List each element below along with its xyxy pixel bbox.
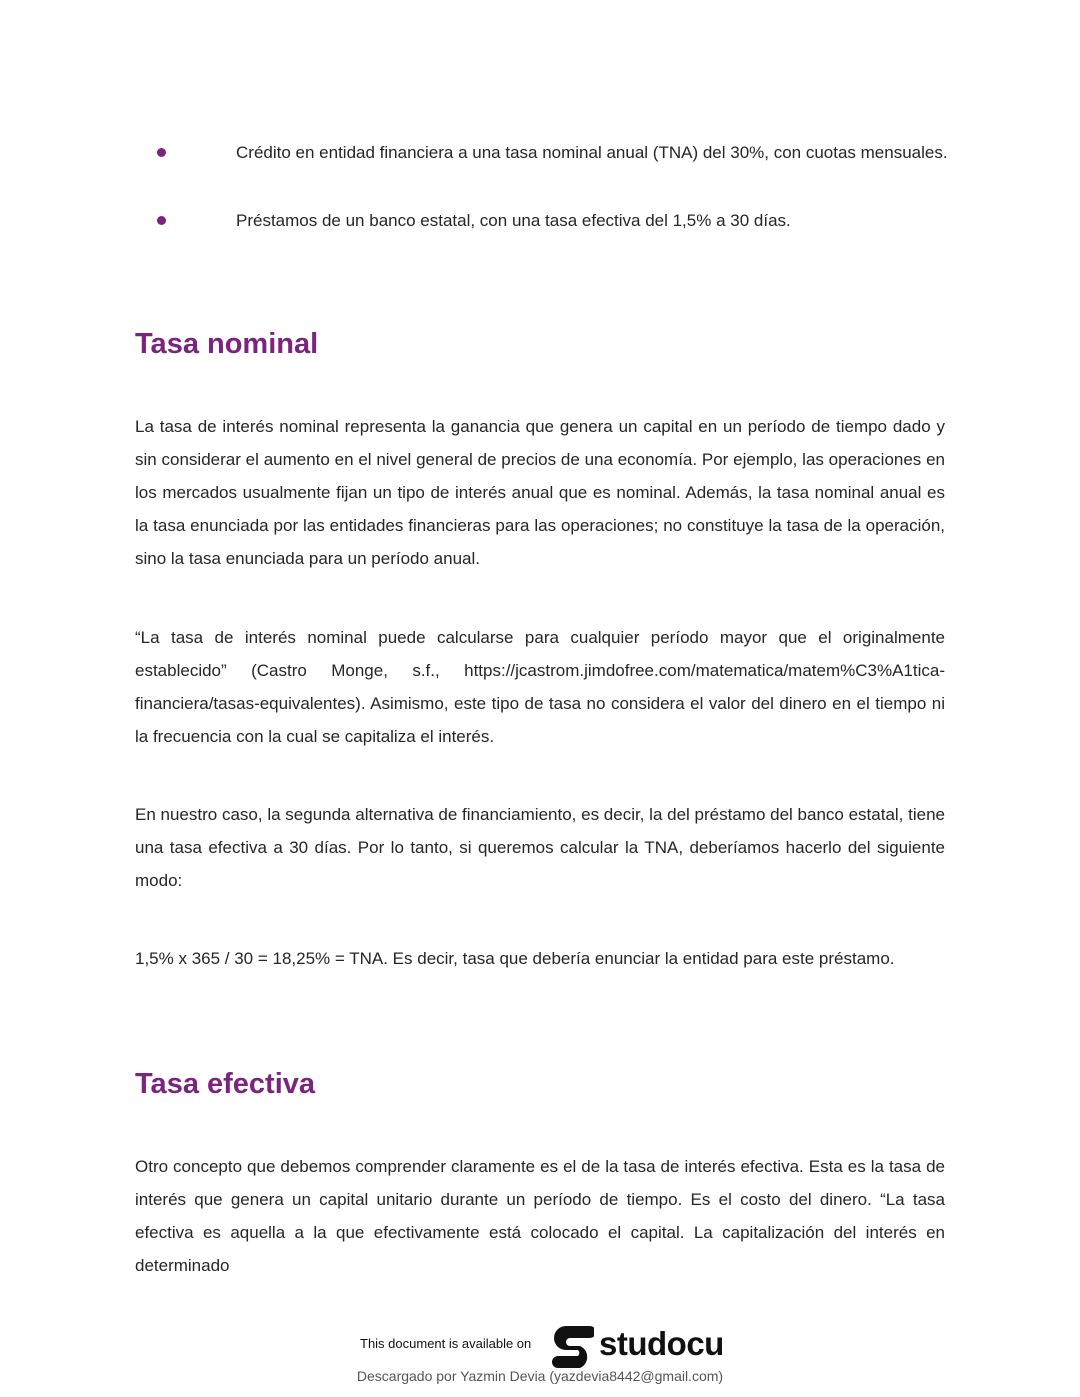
studocu-brand-text: studocu xyxy=(599,1325,724,1362)
paragraph-nominal-quote: “La tasa de interés nominal puede calcularse para cualquier período mayor que el originalmente establecido” (Castro Monge, s.f., https://jcastrom.jimdofree.com/matematica/matem%C3%A1tica-financiera/tasas-equivalentes). Asimismo, este tipo de tasa no considera el valor del dinero en el tiempo ni la frecuencia con la cual se capitaliza el interés. xyxy=(135,628,945,746)
paragraph-nominal-case: En nuestro caso, la segunda alternativa de financiamiento, es decir, la del préstamo del banco estatal, tiene una tasa efectiva a 30 días. Por lo tanto, si queremos calcular la TNA, deberíamos hacerlo del siguiente modo: xyxy=(135,805,945,890)
list-item xyxy=(135,205,945,237)
paragraph-efectiva-definition: Otro concepto que debemos comprender claramente es el de la tasa de interés efectiva. Esta es la tasa de interés que genera un capital unitario durante un período de tiempo. Es el costo del dinero. “La tasa efectiva es aquella a la que efectivamente está colocado el capital. La capitalización del interés en determinado xyxy=(135,1157,945,1275)
list-item-text: Préstamos de un banco estatal, con una tasa efectiva del 1,5% a 30 días. xyxy=(236,211,791,230)
section-heading-efectiva: Tasa efectiva xyxy=(135,1068,316,1100)
paragraph-nominal-definition: La tasa de interés nominal representa la ganancia que genera un capital en un período de tiempo dado y sin considerar el aumento en el nivel general de precios de una economía. Por ejemplo, las operaciones en los mercados usualmente fijan un tipo de interés anual que es nominal. Además, la tasa nominal anual es la tasa enunciada por las entidades financieras para las operaciones; no constituye la tasa de la operación, sino la tasa enunciada para un período anual. xyxy=(135,417,945,568)
financing-options-list xyxy=(135,137,948,273)
bullet-icon xyxy=(157,148,166,157)
download-attribution: Descargado por Yazmin Devia (yazdevia8442@gmail.com) xyxy=(356,1368,724,1384)
section-heading-nominal: Tasa nominal xyxy=(135,328,319,360)
page-footer xyxy=(0,1318,1080,1397)
formula-text: 1,5% x 365 / 30 = 18,25% = TNA. Es decir, tasa que debería enunciar la entidad para este préstamo. xyxy=(135,949,895,968)
list-item-text: Crédito en entidad financiera a una tasa nominal anual (TNA) del 30%, con cuotas mensuales. xyxy=(236,143,948,162)
studocu-logo-icon xyxy=(552,1324,594,1368)
list-item xyxy=(135,137,948,169)
availability-note: This document is available on xyxy=(360,1336,532,1351)
bullet-icon xyxy=(157,216,166,225)
